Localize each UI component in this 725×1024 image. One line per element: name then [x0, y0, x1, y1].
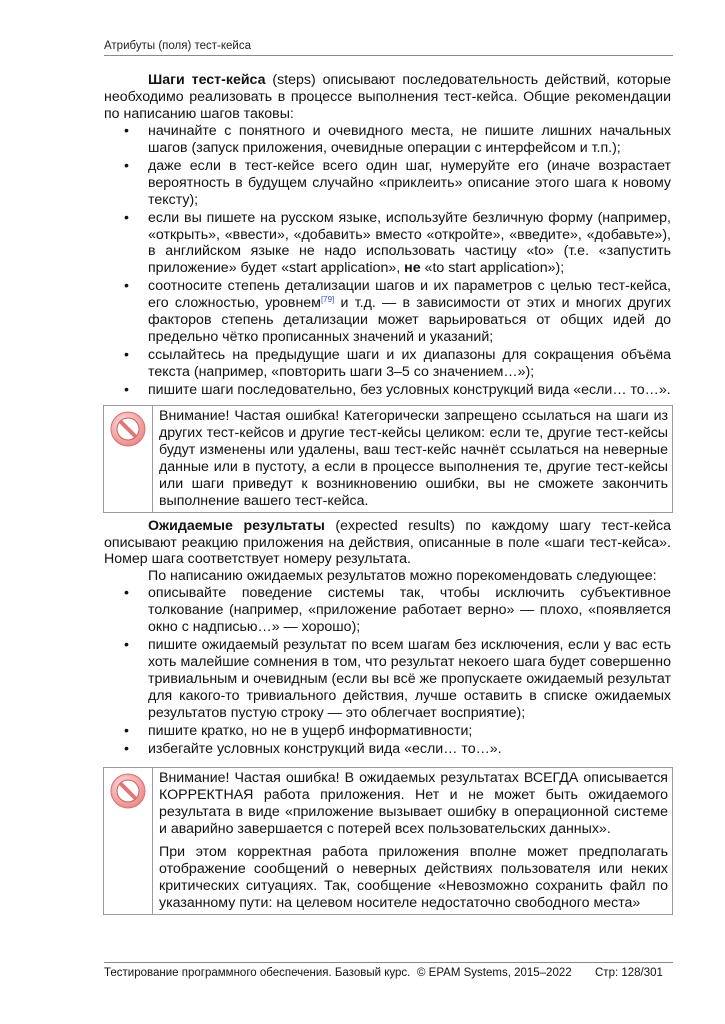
bullet-icon: •: [124, 209, 129, 226]
steps-term: Шаги тест-кейса: [148, 72, 266, 88]
chapter-title: Атрибуты (поля) тест-кейса: [104, 40, 251, 52]
warning-text: Внимание! Частая ошибка! Категорически запрещено ссылаться на шаги из других тест-кейсов и другие тест-кейсы целиком: если те, другие тест-кейсы будут изменены или удалены, ваш тест-кейс начнёт ссылаться на неверные данные или в пустоту, а если в процессе выполнения те, другие тест-кейсы или шаги приведут к возникновению ошибки, вы не сможете закончить выполнение вашего тест-кейса.: [159, 408, 668, 509]
bullet-icon: •: [124, 637, 129, 654]
bullet-icon: •: [124, 157, 129, 174]
list-item: • ссылайтесь на предыдущие шаги и их диапазоны для сокращения объёма текста (например, «повторить шаги 3–5 со значением…»);: [124, 347, 671, 381]
results-recommendations-list: [104, 585, 671, 758]
warning-box-steps: [103, 405, 673, 512]
bullet-icon: •: [124, 122, 129, 139]
warning-box-results: [103, 767, 673, 915]
warning-text: Внимание! Частая ошибка! В ожидаемых результатах ВСЕГДА описывается КОРРЕКТНАЯ работа приложения. Нет и не может быть ожидаемого результата в виде «приложение вызывает ошибку в операционной системе и аварийно завершается с потерей всех пользовательских данных».: [159, 769, 668, 837]
list-item: • если вы пишете на русском языке, используйте безличную форму (например, «открыть», «ввести», «добавить» вместо «откройте», «введите», «добавьте»), в английском языке не надо использовать частицу «to» (т.е. «запустить приложение» будет «start application», не «to start application»);: [124, 209, 671, 277]
footnote-reference-link[interactable]: [79]: [320, 295, 335, 305]
prohibited-icon: [109, 410, 147, 448]
list-item: • пишите кратко, но не в ущерб информативности;: [124, 722, 473, 739]
steps-recommendations-list: [104, 123, 671, 399]
page-content: [104, 72, 671, 920]
page-number: Стр: 128/301: [595, 967, 663, 979]
steps-intro: Шаги тест-кейса (steps) описывают последовательность действий, которые необходимо реализовать в процессе выполнения тест-кейса. Общие рекомендации по написанию шагов таковы:: [104, 72, 671, 122]
bullet-icon: •: [124, 347, 129, 364]
list-item: • описывайте поведение системы так, чтобы исключить субъективное толкование (например, «приложение работает верно» — плохо, «появляется окно с надписью…» — хорошо);: [124, 585, 671, 636]
results-intro: Ожидаемые результаты (expected results) по каждому шагу тест-кейса описывают реакцию приложения на действия, описанные в поле «шаги тест-кейса». Номер шага соответствует номеру результата.: [104, 517, 671, 568]
list-item: • даже если в тест-кейсе всего один шаг, нумеруйте его (иначе возрастает вероятность в будущем случайно «приклеить» описание этого шага к новому тексту);: [124, 157, 671, 208]
warning-text: При этом корректная работа приложения вполне может предполагать отображение сообщений о неверных действиях пользователя или неких критических ситуациях. Так, сообщение «Невозможно сохранить файл по указанному пути: на целевом носителе недостаточно свободного места»: [159, 844, 668, 912]
list-item: • пишите шаги последовательно, без условных конструкций вида «если… то…».: [124, 382, 671, 399]
results-term: Ожидаемые результаты: [148, 517, 325, 534]
bullet-icon: •: [124, 722, 129, 739]
prohibited-icon: [109, 772, 147, 810]
bullet-icon: •: [124, 585, 129, 602]
running-header: [104, 40, 673, 56]
bullet-icon: •: [124, 382, 129, 399]
copyright: © EPAM Systems, 2015–2022: [417, 967, 572, 979]
book-title: Тестирование программного обеспечения. Базовый курс.: [104, 967, 411, 979]
running-footer: [104, 962, 673, 979]
list-item: • начинайте с понятного и очевидного места, не пишите лишних начальных шагов (запуск приложения, очевидные операции с интерфейсом и т.п.);: [124, 122, 671, 156]
bullet-icon: •: [124, 278, 129, 295]
results-lead: По написанию ожидаемых результатов можно порекомендовать следующее:: [148, 568, 657, 585]
list-item: • соотносите степень детализации шагов и их параметров с целью тест-кейса, его сложностью, уровнем[79] и т.д. — в зависимости от этих и многих других факторов степень детализации может варьироваться от общих идей до предельно чётко прописанных значений и указаний;: [124, 278, 671, 346]
list-item: • избегайте условных конструкций вида «если… то…».: [124, 740, 502, 757]
bullet-icon: •: [124, 740, 129, 757]
list-item: • пишите ожидаемый результат по всем шагам без исключения, если у вас есть хоть малейшие сомнения в том, что результат некоего шага будет совершенно тривиальным и очевидным (если вы всё же пропускаете ожидаемый результат для какого-то тривиального действия, лучше оставить в списке ожидаемых результатов пустую строку — это облегчает восприятие);: [124, 637, 671, 721]
